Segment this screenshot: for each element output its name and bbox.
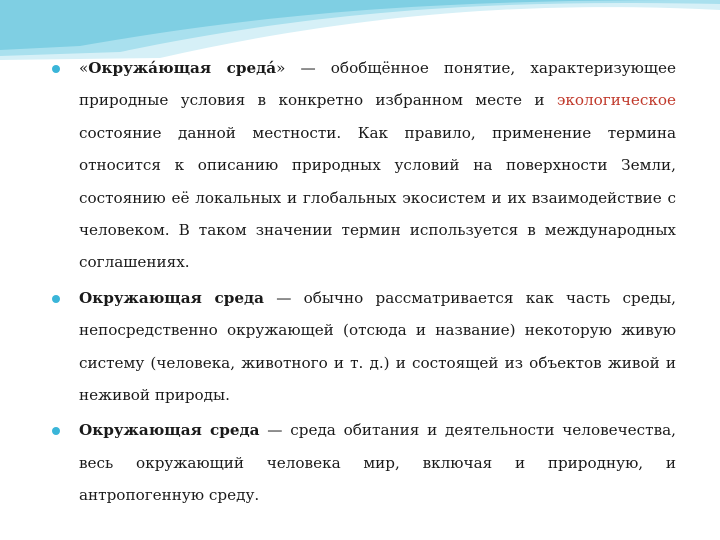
term-bold: Окружа́ющая среда́ (88, 59, 277, 77)
definition-text: — обычно рассматривается как часть среды, непосредственно окружающей (отсюда и название) некоторую живую систему (человека, животного и т. д.) и состоящей из объектов живой и неживой природы. (79, 288, 676, 405)
definition-list (52, 52, 676, 515)
definition-text-continued: состояние данной местности. Как правило, применение термина относится к описанию природных условий на поверхности Земли, состоянию её локальных и глобальных экосистем и их взаимодействие с человеком. В таком значении термин используется в международных соглашениях. (79, 123, 676, 272)
definition-text: — среда обитания и деятельности человечества, весь окружающий человека мир, включая и природную, и антропогенную среду. (79, 421, 676, 505)
bullet-icon (52, 65, 60, 73)
term-quote-close: » (276, 59, 286, 77)
bullet-icon (52, 295, 60, 303)
ecological-link[interactable]: экологическое (556, 91, 676, 110)
definition-item-1 (52, 52, 676, 279)
definition-item-3 (52, 414, 676, 511)
term-quote-open: « (79, 59, 89, 77)
bullet-icon (52, 427, 60, 435)
header-swoosh-decoration (0, 0, 720, 60)
term-bold: Окружающая среда (79, 421, 260, 440)
definition-text: — обобщённое понятие, характеризующее природные условия в конкретно избранном месте и (79, 59, 676, 110)
definition-item-2 (52, 282, 676, 412)
term-bold: Окружающая среда (79, 288, 264, 307)
